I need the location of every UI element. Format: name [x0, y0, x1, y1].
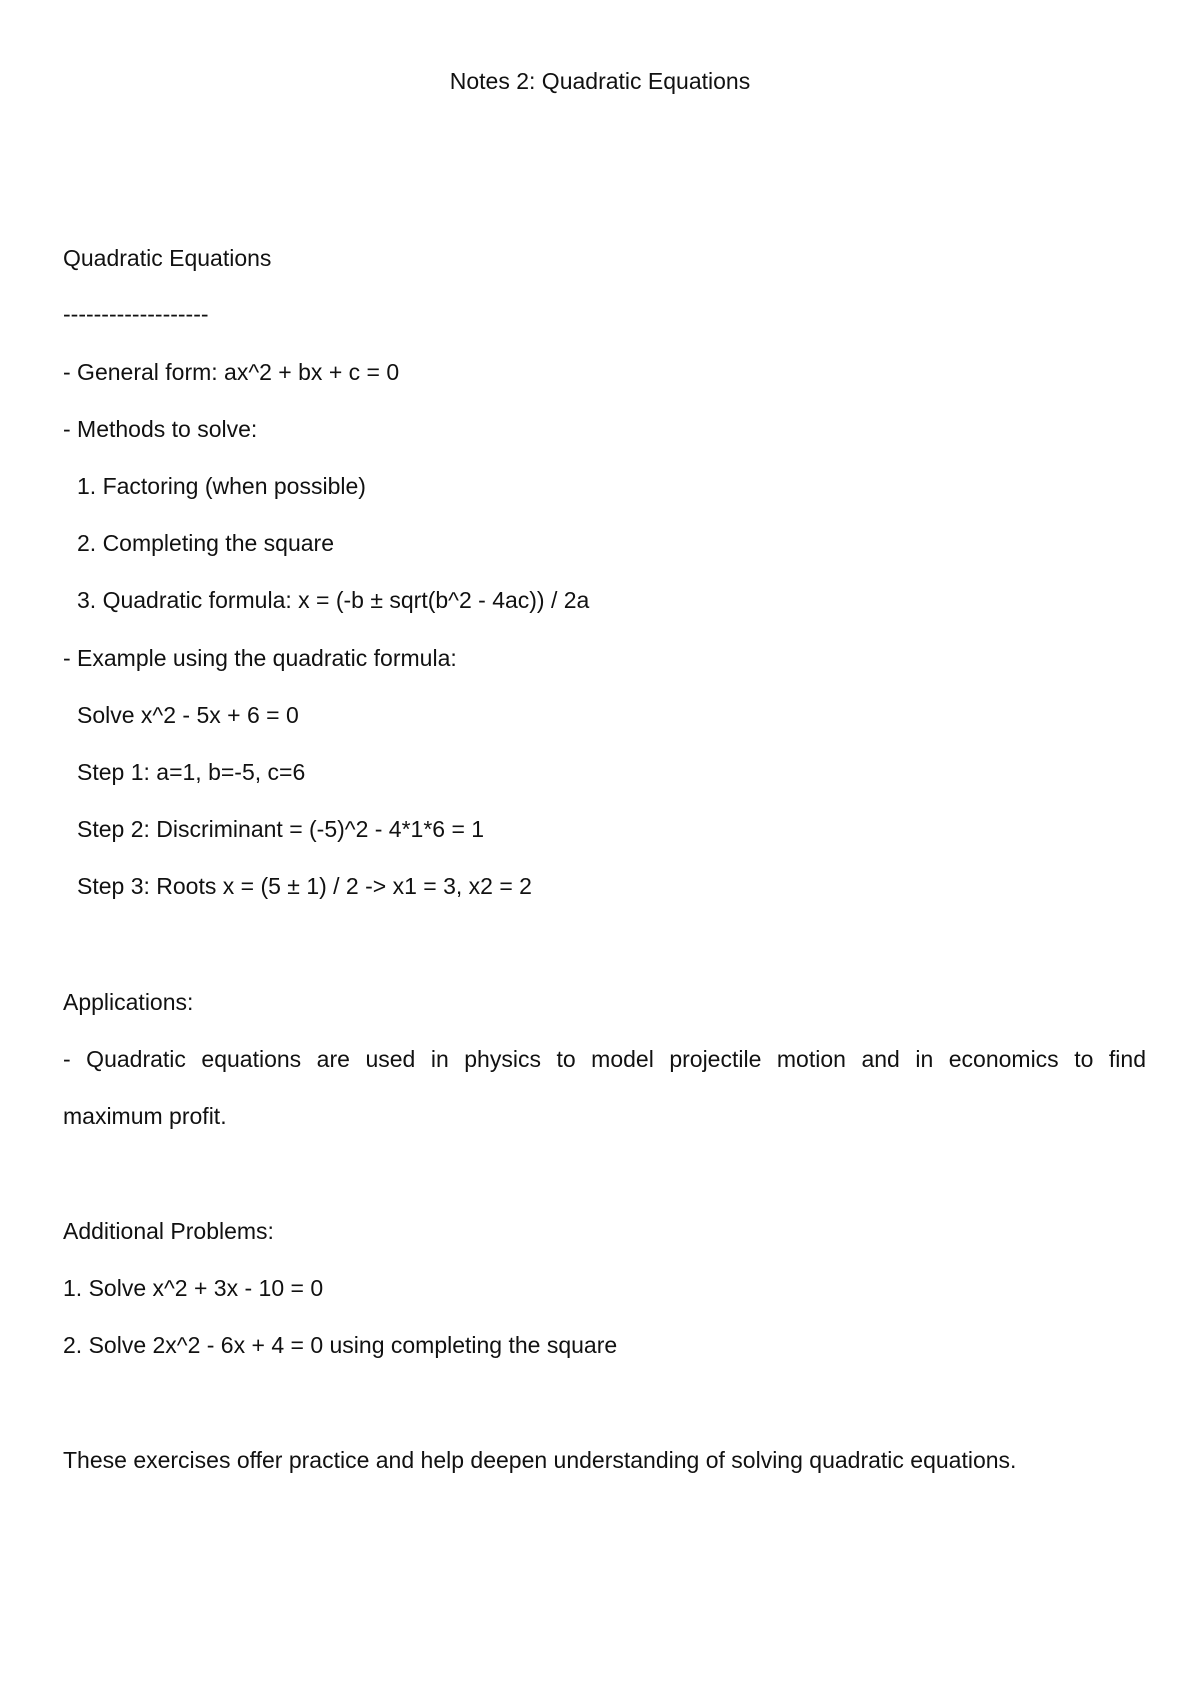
applications-heading: Applications: — [63, 989, 194, 1015]
methods-label: - Methods to solve: — [63, 416, 258, 442]
closing-text: These exercises offer practice and help deepen understanding of solving quadratic equations. — [63, 1447, 1017, 1473]
example-step-3: Step 3: Roots x = (5 ± 1) / 2 -> x1 = 3, x2 = 2 — [77, 873, 532, 899]
method-item-1: 1. Factoring (when possible) — [77, 473, 366, 499]
applications-text-line-2: maximum profit. — [63, 1103, 227, 1129]
general-form-line: - General form: ax^2 + bx + c = 0 — [63, 359, 400, 385]
section-rule: ------------------- — [63, 301, 209, 327]
example-step-1: Step 1: a=1, b=-5, c=6 — [77, 759, 306, 785]
example-step-2: Step 2: Discriminant = (-5)^2 - 4*1*6 = 1 — [77, 816, 485, 842]
additional-problems-heading: Additional Problems: — [63, 1218, 274, 1244]
applications-text-line-1: - Quadratic equations are used in physics to model projectile motion and in economics to find — [63, 1046, 1146, 1072]
additional-problem-2: 2. Solve 2x^2 - 6x + 4 = 0 using completing the square — [63, 1332, 618, 1358]
method-item-2: 2. Completing the square — [77, 530, 334, 556]
example-problem: Solve x^2 - 5x + 6 = 0 — [77, 702, 299, 728]
section-heading: Quadratic Equations — [63, 245, 272, 271]
additional-problem-1: 1. Solve x^2 + 3x - 10 = 0 — [63, 1275, 324, 1301]
document-title: Notes 2: Quadratic Equations — [449, 68, 751, 94]
example-label: - Example using the quadratic formula: — [63, 645, 457, 671]
method-item-3: 3. Quadratic formula: x = (-b ± sqrt(b^2 - 4ac)) / 2a — [77, 587, 590, 613]
